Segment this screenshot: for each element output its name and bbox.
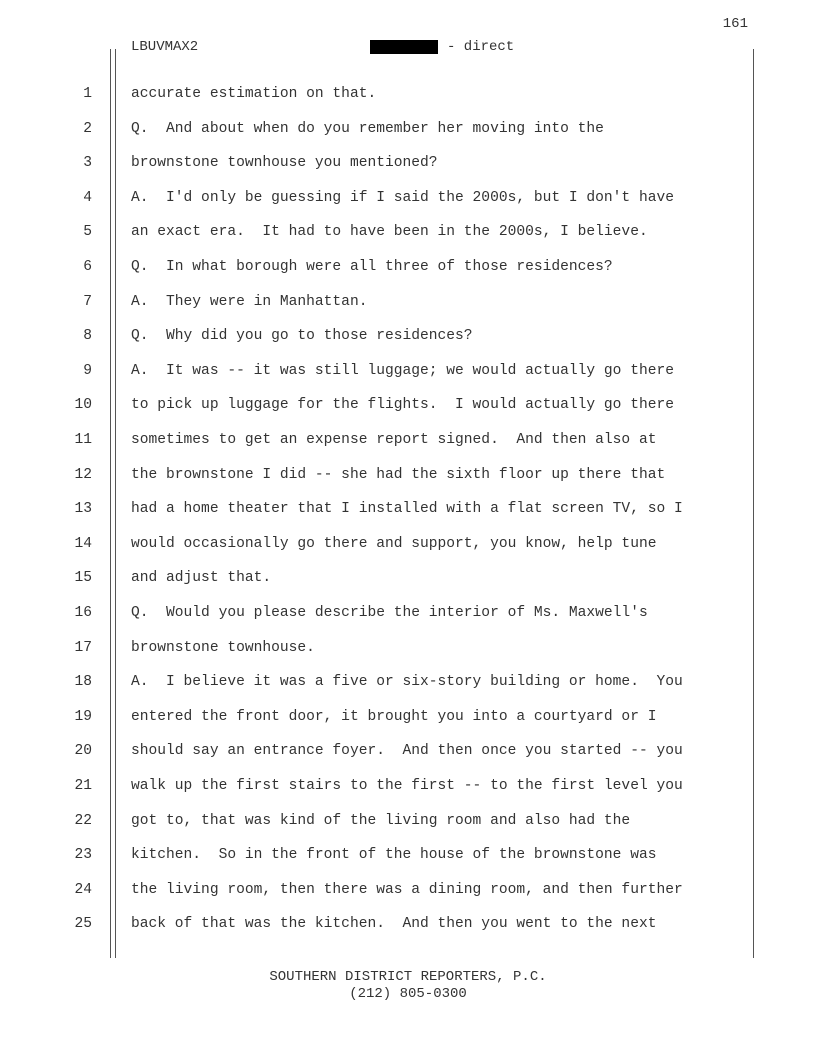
line-text: Q. Would you please describe the interior of Ms. Maxwell's [131,605,648,621]
transcript-line [0,113,816,147]
transcript-line [0,216,816,250]
case-code: LBUVMAX2 [131,39,199,55]
transcript-line [0,632,816,666]
line-number: 5 [83,224,92,241]
transcript-line [0,597,816,631]
page-number: 161 [722,16,748,32]
transcript-line [0,424,816,458]
line-number: 2 [83,120,92,137]
line-text: would occasionally go there and support, you know, help tune [131,535,657,552]
transcript-line [0,78,816,112]
section-header [370,39,514,55]
line-text: brownstone townhouse you mentioned? [131,155,438,172]
line-text: Q. In what borough were all three of those residences? [131,259,613,275]
line-text: A. I believe it was a five or six-story building or home. You [131,674,683,691]
transcript-line [0,251,816,285]
line-text: A. They were in Manhattan. [131,293,368,310]
line-text: walk up the first stairs to the first -- to the first level you [131,778,683,794]
line-text: accurate estimation on that. [131,86,377,102]
line-text: should say an entrance foyer. And then once you started -- you [131,743,683,760]
transcript-line [0,286,816,320]
line-text: to pick up luggage for the flights. I would actually go there [131,397,674,414]
line-number: 7 [83,293,92,310]
line-text: an exact era. It had to have been in the 2000s, I believe. [131,224,648,241]
line-number: 21 [74,778,92,794]
line-text: sometimes to get an expense report signed. And then also at [131,432,657,448]
line-text: Q. And about when do you remember her moving into the [131,120,604,137]
line-number: 4 [83,189,92,206]
line-text: A. I'd only be guessing if I said the 2000s, but I don't have [131,189,674,206]
line-text: the brownstone I did -- she had the sixth floor up there that [131,466,666,483]
line-number: 25 [74,916,92,933]
line-number: 10 [74,397,92,414]
footer-phone: (212) 805-0300 [349,986,467,1002]
line-number: 1 [83,86,92,102]
line-text: entered the front door, it brought you into a courtyard or I [131,708,657,725]
line-number: 3 [83,155,92,172]
transcript-line [0,389,816,423]
line-number: 23 [74,847,92,864]
transcript-line [0,735,816,769]
transcript-line [0,908,816,942]
line-text: back of that was the kitchen. And then you went to the next [131,916,657,933]
line-text: Q. Why did you go to those residences? [131,328,473,345]
transcript-line [0,805,816,839]
footer [0,969,816,1003]
transcript-line [0,666,816,700]
line-number: 16 [74,605,92,621]
line-number: 20 [74,743,92,760]
line-text: the living room, then there was a dining room, and then further [131,881,683,898]
transcript-line [0,459,816,493]
line-text: and adjust that. [131,570,272,587]
line-number: 9 [83,362,92,379]
line-number: 6 [83,259,92,275]
transcript-line [0,182,816,216]
transcript-line [0,874,816,908]
redaction-box [370,40,438,54]
line-text: kitchen. So in the front of the house of the brownstone was [131,847,657,864]
transcript-line [0,562,816,596]
transcript-line [0,839,816,873]
transcript-line [0,770,816,804]
line-number: 8 [83,328,92,345]
transcript-line [0,701,816,735]
line-number: 22 [74,812,92,829]
line-number: 15 [74,570,92,587]
transcript-line [0,355,816,389]
footer-company: SOUTHERN DISTRICT REPORTERS, P.C. [269,969,547,985]
line-text: got to, that was kind of the living room and also had the [131,812,631,829]
line-text: had a home theater that I installed with a flat screen TV, so I [131,501,683,518]
line-number: 24 [74,881,92,898]
transcript-line [0,493,816,527]
line-number: 12 [74,466,92,483]
line-number: 13 [74,501,92,518]
transcript-line [0,528,816,562]
line-number: 19 [74,708,92,725]
section-label: - direct [447,39,515,55]
line-number: 14 [74,535,92,552]
line-number: 11 [74,432,92,448]
transcript-line [0,320,816,354]
line-number: 18 [74,674,92,691]
line-text: brownstone townhouse. [131,639,315,656]
line-text: A. It was -- it was still luggage; we would actually go there [131,362,674,379]
transcript-line [0,147,816,181]
line-number: 17 [74,639,92,656]
